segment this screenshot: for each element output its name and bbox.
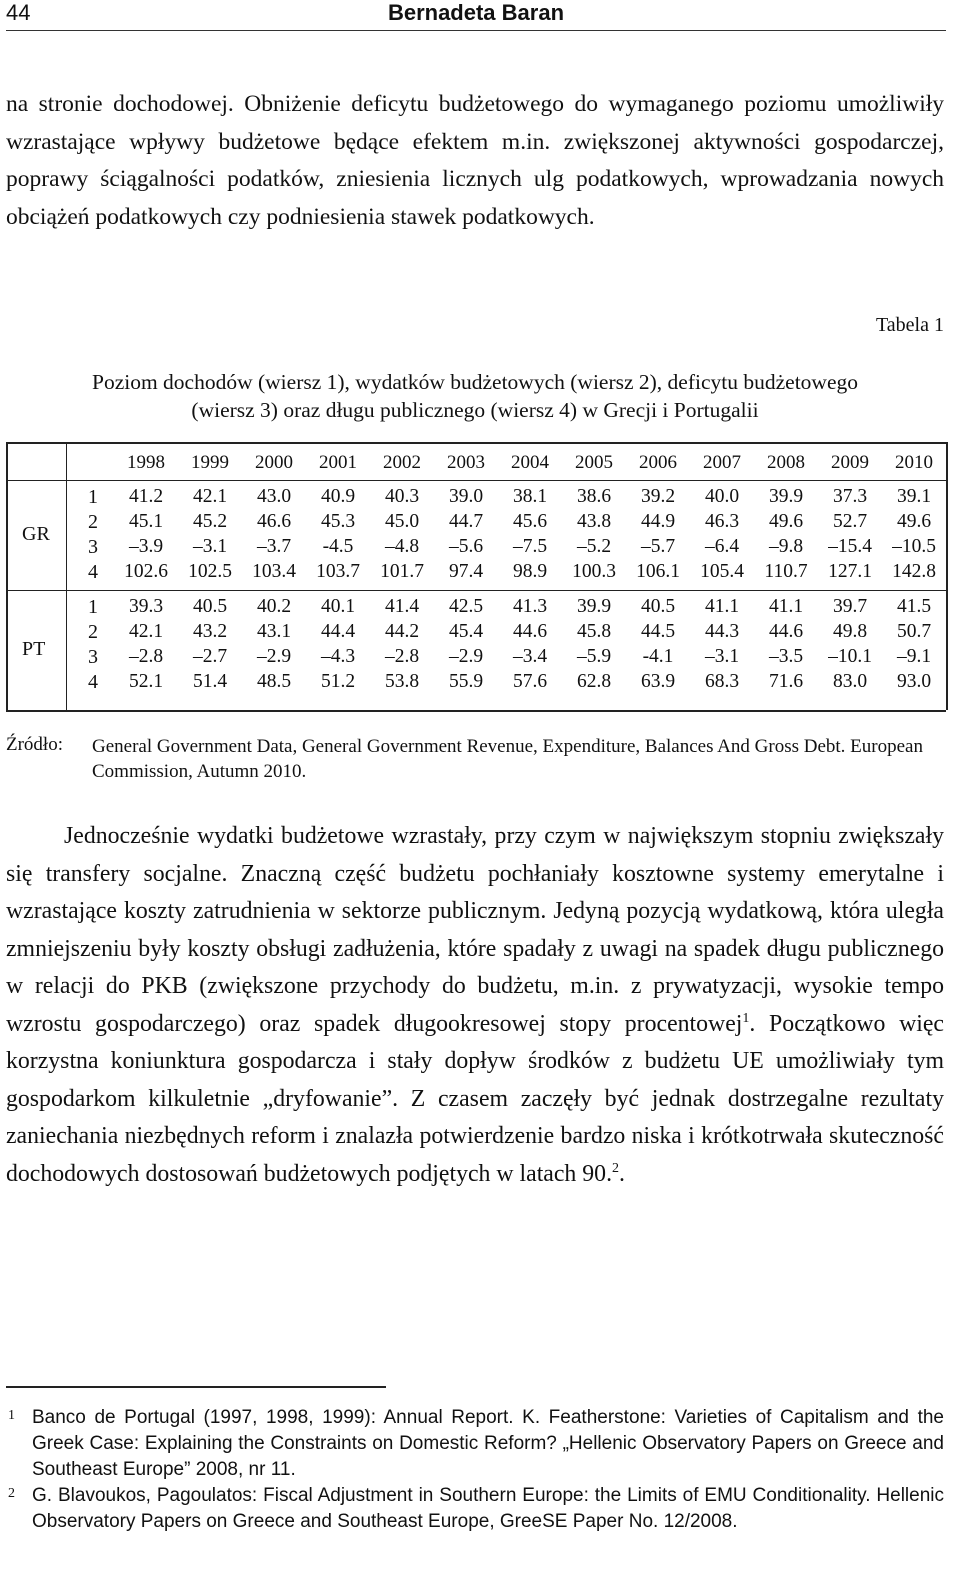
table-cell: 39.0 — [448, 486, 484, 507]
source-text: General Government Data, General Government Revenue, Expenditure, Balances And Gross Debt. European Commission, Autumn 2010. — [92, 736, 923, 782]
row-number: 3 — [88, 536, 98, 558]
table-cell: 44.9 — [640, 511, 676, 532]
table-cell: 44.3 — [704, 621, 740, 642]
table-cell: 43.0 — [256, 486, 292, 507]
table-cell: ‒5.9 — [576, 646, 612, 667]
table-cell: 40.5 — [640, 596, 676, 617]
table-cell: 105.4 — [700, 561, 744, 582]
main-paragraph-end: . — [619, 1160, 625, 1187]
table-cell: ‒4.3 — [320, 646, 356, 667]
table-cell: 102.5 — [188, 561, 232, 582]
table-cell: 101.7 — [380, 561, 424, 582]
table-cell: 98.9 — [512, 561, 548, 582]
main-paragraph — [6, 818, 944, 1193]
main-paragraph-text: Jednocześnie wydatki budżetowe wzrastały, przy czym w największym stopniu zwiększały się transfery socjalne. Znaczną część budżetu pochłaniały kosztowne systemy emerytalne i wzrastające koszty zatrudnienia w sektorze publicznym. Jedyną pozycją wydatkową, która uległa zmniejszeniu były koszty obsługi zadłużenia, które spadały z uwagi na spadek długu publicznego w relacji do PKB (zwiększone przychody do budżetu, m.in. z prywatyzacji, wysokie tempo wzrostu gospodarczego) oraz spadek długookresowej stopy procentowej — [6, 823, 944, 1037]
table-cell: 52.1 — [128, 671, 164, 692]
table-cell: ‒2.8 — [384, 646, 420, 667]
table-cell: 97.4 — [448, 561, 484, 582]
table-cell: 44.7 — [448, 511, 484, 532]
table-cell: ‒3.1 — [704, 646, 740, 667]
table-header-rule — [6, 480, 946, 481]
table-cell: 42.5 — [448, 596, 484, 617]
table-cell: 39.9 — [576, 596, 612, 617]
table-cell: ‒2.9 — [448, 646, 484, 667]
page-header — [6, 0, 946, 31]
table-cell: 40.0 — [704, 486, 740, 507]
table-cell: 41.3 — [512, 596, 548, 617]
table-cell: 45.0 — [384, 511, 420, 532]
table-cell: 40.5 — [192, 596, 228, 617]
table-cell: ‒2.7 — [192, 646, 228, 667]
year-header: 2009 — [831, 452, 869, 473]
year-header: 2004 — [511, 452, 549, 473]
year-header: 2001 — [319, 452, 357, 473]
table-cell: 48.5 — [256, 671, 292, 692]
table-cell: 43.8 — [576, 511, 612, 532]
footnote-2-text: G. Blavoukos, Pagoulatos: Fiscal Adjustment in Southern Europe: the Limits of EMU Conditionality. Hellenic Observatory Papers on Greece and Southeast Europe, GreeSE Paper No. 12/2008. — [32, 1485, 944, 1532]
table-cell: 102.6 — [124, 561, 168, 582]
table-cell: 46.3 — [704, 511, 740, 532]
table-cell: ‒2.9 — [256, 646, 292, 667]
table-cell: 39.1 — [896, 486, 932, 507]
year-header: 2007 — [703, 452, 741, 473]
table-cell: -4.5 — [322, 536, 354, 557]
table-cell: 44.6 — [512, 621, 548, 642]
year-header: 2008 — [767, 452, 805, 473]
table-cell: 57.6 — [512, 671, 548, 692]
table-cell: 44.5 — [640, 621, 676, 642]
page-number: 44 — [6, 0, 31, 25]
footnote-separator — [6, 1386, 386, 1388]
table-cell: ‒5.7 — [640, 536, 676, 557]
table-cell: 37.3 — [832, 486, 868, 507]
table-cell: ‒3.9 — [128, 536, 164, 557]
intro-paragraph: na stronie dochodowej. Obniżenie deficytu budżetowego do wymaganego poziomu umożliwiły wzrastające wpływy budżetowe będące efektem m.in. zwiększonej aktywności gospodarczej, poprawy ściągalności podatków, zniesienia licznych ulg podatkowych, wprowadzania nowych obciążeń podatkowych czy podniesienia stawek podatkowych. — [6, 91, 944, 230]
row-number: 1 — [88, 486, 98, 508]
running-author: Bernadeta Baran — [387, 0, 565, 25]
year-header: 2003 — [447, 452, 485, 473]
footnote-ref-2[interactable]: 2 — [612, 1160, 620, 1176]
table-cell: 100.3 — [572, 561, 616, 582]
table-cell: 46.6 — [256, 511, 292, 532]
table-country-col-rule — [66, 442, 67, 710]
footnote-ref-1[interactable]: 1 — [742, 1010, 750, 1026]
table-cell: 93.0 — [896, 671, 932, 692]
table-border-left — [6, 442, 8, 710]
table-cell: 44.4 — [320, 621, 356, 642]
table-cell: ‒10.1 — [828, 646, 872, 667]
table-cell: 55.9 — [448, 671, 484, 692]
table-cell: 44.6 — [768, 621, 804, 642]
table-cell: 49.6 — [768, 511, 804, 532]
table-cell: ‒9.1 — [896, 646, 932, 667]
table-cell: 45.3 — [320, 511, 356, 532]
table-cell: 106.1 — [636, 561, 680, 582]
table-cell: ‒5.2 — [576, 536, 612, 557]
table-country-rule — [6, 590, 946, 591]
table-cell: 51.2 — [320, 671, 356, 692]
table-cell: 53.8 — [384, 671, 420, 692]
table-cell: 40.3 — [384, 486, 420, 507]
table-cell: 40.9 — [320, 486, 356, 507]
table-cell: 103.7 — [316, 561, 360, 582]
footnote-1-number: 1 — [8, 1408, 15, 1423]
table-cell: 43.1 — [256, 621, 292, 642]
footnote-2-number: 2 — [8, 1486, 15, 1501]
table-cell: 103.4 — [252, 561, 296, 582]
row-number: 2 — [88, 511, 98, 533]
year-header: 2006 — [639, 452, 677, 473]
table-cell: ‒2.8 — [128, 646, 164, 667]
footnote-1-text: Banco de Portugal (1997, 1998, 1999): Annual Report. K. Featherstone: Varieties of Capitalism and the Greek Case: Explaining the Constraints on Domestic Reform? „Hellenic Observatory Papers on Greece and Southeast Europe” 2008, nr 11. — [32, 1407, 944, 1480]
table-cell: 51.4 — [192, 671, 228, 692]
table-cell: 39.3 — [128, 596, 164, 617]
table-cell: ‒5.6 — [448, 536, 484, 557]
table-cell: 39.2 — [640, 486, 676, 507]
main-paragraph-cont: . Początkowo więc korzystna koniunktura gospodarcza i stały dopływ środków z budżetu UE umożliwiały tym gospodarkom kilkuletnie „dryfowanie”. Z czasem zaczęły być jednak dostrzegalne rezultaty zaniechania niezbędnych reform i znalazła potwierdzenie bardzo niska i krótkotrwała skuteczność dochodowych dostosowań budżetowych podjętych w latach 90. — [6, 1010, 944, 1187]
row-number: 2 — [88, 621, 98, 643]
table-cell: 63.9 — [640, 671, 676, 692]
table-cell: 52.7 — [832, 511, 868, 532]
table-cell: 40.2 — [256, 596, 292, 617]
table-cell: 42.1 — [128, 621, 164, 642]
table-cell: 68.3 — [704, 671, 740, 692]
table-cell: ‒3.7 — [256, 536, 292, 557]
row-number: 3 — [88, 646, 98, 668]
table-cell: 45.2 — [192, 511, 228, 532]
table-cell: ‒3.1 — [192, 536, 228, 557]
table-cell: -4.1 — [642, 646, 674, 667]
row-number: 4 — [88, 671, 98, 693]
table-cell: 49.8 — [832, 621, 868, 642]
table-cell: 38.1 — [512, 486, 548, 507]
source-label: Źródło: — [6, 734, 63, 755]
table-label: Tabela 1 — [875, 314, 944, 336]
table-cell: 49.6 — [896, 511, 932, 532]
table-title-line-1: Poziom dochodów (wiersz 1), wydatków budżetowych (wiersz 2), deficytu budżetowego — [91, 370, 859, 394]
year-header: 1999 — [191, 452, 229, 473]
table-title-line-2: (wiersz 3) oraz długu publicznego (wiersz 4) w Grecji i Portugalii — [191, 398, 759, 422]
year-header: 2005 — [575, 452, 613, 473]
country-label: PT — [22, 638, 46, 660]
table-cell: 44.2 — [384, 621, 420, 642]
table-cell: 142.8 — [892, 561, 936, 582]
table-cell: 41.2 — [128, 486, 164, 507]
table-cell: ‒15.4 — [828, 536, 872, 557]
table-cell: ‒6.4 — [704, 536, 740, 557]
year-header: 2010 — [895, 452, 933, 473]
table-cell: ‒4.8 — [384, 536, 420, 557]
table-cell: ‒3.5 — [768, 646, 804, 667]
table-cell: ‒3.4 — [512, 646, 548, 667]
table-cell: 43.2 — [192, 621, 228, 642]
table-cell: ‒7.5 — [512, 536, 548, 557]
table-cell: 38.6 — [576, 486, 612, 507]
table-cell: 45.6 — [512, 511, 548, 532]
table-cell: 39.9 — [768, 486, 804, 507]
table-border-top — [6, 442, 946, 444]
table-cell: 40.1 — [320, 596, 356, 617]
table-cell: 45.1 — [128, 511, 164, 532]
table-cell: 83.0 — [832, 671, 868, 692]
table-cell: 39.7 — [832, 596, 868, 617]
year-header: 1998 — [127, 452, 165, 473]
row-number: 1 — [88, 596, 98, 618]
table-title — [6, 368, 944, 424]
country-label: GR — [22, 523, 50, 545]
table-cell: 41.1 — [768, 596, 804, 617]
table-cell: 42.1 — [192, 486, 228, 507]
table-cell: 41.1 — [704, 596, 740, 617]
table-cell: ‒9.8 — [768, 536, 804, 557]
table-cell: 50.7 — [896, 621, 932, 642]
table-cell: 45.4 — [448, 621, 484, 642]
year-header: 2000 — [255, 452, 293, 473]
table-cell: 45.8 — [576, 621, 612, 642]
table-cell: 62.8 — [576, 671, 612, 692]
table-cell: 71.6 — [768, 671, 804, 692]
year-header: 2002 — [383, 452, 421, 473]
table-cell: 41.5 — [896, 596, 932, 617]
table-cell: ‒10.5 — [892, 536, 936, 557]
table-border-right — [946, 442, 948, 710]
table-border-bottom — [6, 710, 946, 712]
table-cell: 110.7 — [764, 561, 808, 582]
table-cell: 127.1 — [828, 561, 872, 582]
table-cell: 41.4 — [384, 596, 420, 617]
row-number: 4 — [88, 561, 98, 583]
